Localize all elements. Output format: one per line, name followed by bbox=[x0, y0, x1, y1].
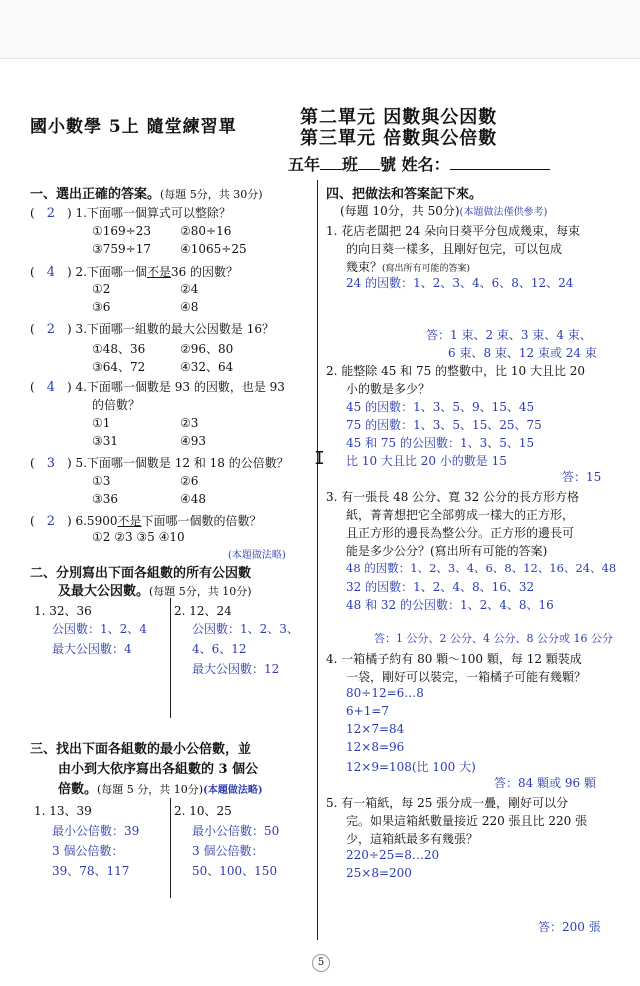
answer-3: 2 bbox=[46, 322, 55, 337]
class-name-line bbox=[288, 152, 550, 175]
section-4-title: 四、把做法和答案記下來。 bbox=[326, 187, 483, 202]
grade-label: 五年 bbox=[288, 155, 321, 174]
option: ①169÷23 bbox=[92, 224, 151, 238]
option: ①2 bbox=[92, 282, 111, 296]
viewer-top-bar bbox=[0, 0, 640, 59]
problem-1-work: 24 的因數：1、2、3、4、6、8、12、24 bbox=[346, 276, 574, 290]
answer-5: 3 bbox=[46, 456, 55, 471]
unit-3-title: 第三單元 倍數與公倍數 bbox=[300, 128, 498, 149]
problem-3-answer: 答：1 公分、2 公分、4 公分、8 公分或 16 公分 bbox=[374, 632, 613, 645]
s3-q1-answer: 39、78、117 bbox=[52, 864, 130, 878]
s2-q2-answer: 最大公因數：12 bbox=[192, 662, 280, 676]
option: ③36 bbox=[92, 492, 119, 506]
s2-q1-answer: 公因數：1、2、4 bbox=[52, 622, 147, 636]
problem-3-work: 48 和 32 的公因數：1、2、4、8、16 bbox=[346, 598, 554, 612]
section-2-title-2: 及最大公因數。(每題 5分，共 10分) bbox=[58, 584, 252, 599]
option: ③6 bbox=[92, 300, 111, 314]
s3-q1-label: 1. 13、39 bbox=[34, 804, 92, 818]
s3-q1-answer: 最小公倍數：39 bbox=[52, 824, 140, 838]
option: ④93 bbox=[180, 434, 207, 448]
problem-2-text: 2. 能整除 45 和 75 的整數中，比 10 大且比 20 bbox=[326, 364, 586, 378]
problem-3-text: 3. 有一張長 48 公分、寬 32 公分的長方形方格 bbox=[326, 490, 580, 504]
option: ①1 bbox=[92, 416, 111, 430]
s3-q2-answer: 50、100、150 bbox=[192, 864, 278, 878]
problem-1-answer: 答：1 束、2 束、3 束、4 束、 bbox=[426, 328, 592, 342]
problem-5-work: 220÷25=8…20 bbox=[346, 848, 440, 862]
option: ④32、64 bbox=[180, 360, 234, 374]
problem-3-text: 且正方形的邊長為整公分。正方形的邊長可 bbox=[346, 526, 575, 540]
mc-question-2: ( 4 ) 2.下面哪一個不是36 的因數？ bbox=[30, 265, 239, 280]
option: ②3 bbox=[180, 416, 199, 430]
section-4-points: (每題 10分，共 50分)(本題做法僅供參考) bbox=[340, 204, 548, 218]
mc-question-3: ( 2 ) 3.下面哪一組數的最大公因數是 16？ bbox=[30, 322, 275, 337]
problem-3-text: 紙，菁菁想把它全部剪成一樣大的正方形， bbox=[346, 508, 575, 522]
problem-4-work: 12×8=96 bbox=[346, 740, 405, 754]
problem-2-work: 比 10 大且比 20 小的數是 15 bbox=[346, 454, 507, 468]
mc-question-6: ( 2 ) 6.5900不是下面哪一個數的倍數？ bbox=[30, 514, 262, 529]
s2-q1-label: 1. 32、36 bbox=[34, 604, 92, 618]
problem-1-text: 幾束？(寫出所有可能的答案) bbox=[346, 260, 471, 274]
problem-1-text: 的向日葵一樣多，且剛好包完，可以包成 bbox=[346, 242, 563, 256]
option: ③31 bbox=[92, 434, 119, 448]
s2-q2-label: 2. 12、24 bbox=[174, 604, 232, 618]
problem-4-work: 12×7=84 bbox=[346, 722, 405, 736]
mc-question-4: ( 4 ) 4.下面哪一個數是 93 的因數，也是 93 bbox=[30, 380, 285, 395]
problem-4-work: 80÷12=6…8 bbox=[346, 686, 424, 700]
s3-q2-answer: 3 個公倍數： bbox=[192, 844, 264, 858]
name-blank bbox=[450, 155, 550, 170]
problem-2-answer: 答：15 bbox=[562, 470, 602, 484]
problem-4-answer: 答：84 顆或 96 顆 bbox=[494, 776, 596, 790]
method-note: (本題做法略) bbox=[228, 550, 286, 561]
option: ④8 bbox=[180, 300, 199, 314]
subgrid-divider bbox=[170, 798, 171, 898]
problem-1-text: 1. 花店老闆把 24 朵向日葵平分包成幾束，每束 bbox=[326, 224, 581, 238]
mc-question-1: ( 2 ) 1.下面哪一個算式可以整除？ bbox=[30, 206, 231, 221]
option: ②4 bbox=[180, 282, 199, 296]
class-blank bbox=[320, 155, 342, 170]
problem-3-text: 能是多少公分？(寫出所有可能的答案) bbox=[346, 544, 548, 558]
question-line: 的倍數？ bbox=[92, 398, 141, 412]
number-name-label: 號 姓名： bbox=[380, 155, 450, 174]
option: ②6 bbox=[180, 474, 199, 488]
problem-5-answer: 答：200 張 bbox=[538, 920, 601, 934]
number-blank bbox=[358, 155, 380, 170]
unit-2-title: 第二單元 因數與公因數 bbox=[300, 107, 498, 128]
answer-6: 2 bbox=[46, 514, 55, 529]
s2-q2-answer: 4、6、12 bbox=[192, 642, 247, 656]
problem-4-work: 6+1=7 bbox=[346, 704, 390, 718]
option: ④1065÷25 bbox=[180, 242, 247, 256]
s3-q1-answer: 3 個公倍數： bbox=[52, 844, 124, 858]
answer-1: 2 bbox=[46, 206, 55, 221]
problem-5-text: 完。如果這箱紙數量接近 220 張且比 220 張 bbox=[346, 814, 588, 828]
problem-3-work: 32 的因數：1、2、4、8、16、32 bbox=[346, 580, 535, 594]
problem-2-work: 45 的因數：1、3、5、9、15、45 bbox=[346, 400, 535, 414]
page-number: 5 bbox=[312, 954, 330, 972]
problem-4-text: 4. 一箱橘子約有 80 顆～100 顆，每 12 顆裝成 bbox=[326, 652, 582, 666]
s3-q2-label: 2. 10、25 bbox=[174, 804, 232, 818]
section-2-title: 二、分別寫出下面各組數的所有公因數 bbox=[30, 566, 252, 581]
problem-2-work: 75 的因數：1、3、5、15、25、75 bbox=[346, 418, 542, 432]
section-3-title: 三、找出下面各組數的最小公倍數，並 bbox=[30, 742, 252, 757]
mc-question-5: ( 3 ) 5.下面哪一個數是 12 和 18 的公倍數？ bbox=[30, 456, 289, 471]
class-label: 班 bbox=[342, 155, 359, 174]
problem-4-work: 12×9=108(比 100 大) bbox=[346, 760, 476, 774]
s3-q2-answer: 最小公倍數：50 bbox=[192, 824, 280, 838]
problem-2-text: 小的數是多少？ bbox=[346, 382, 431, 396]
option: ③64、72 bbox=[92, 360, 146, 374]
text-cursor-icon: I bbox=[314, 448, 325, 469]
problem-3-work: 48 的因數：1、2、3、4、6、8、12、16、24、48 bbox=[346, 561, 617, 575]
option: ②80÷16 bbox=[180, 224, 232, 238]
option: ①48、36 bbox=[92, 342, 146, 356]
section-1-title: 一、選出正確的答案。(每題 5分，共 30分) bbox=[30, 187, 263, 202]
problem-5-text: 少，這箱紙最多有幾張？ bbox=[346, 832, 479, 846]
subgrid-divider bbox=[170, 598, 171, 718]
s2-q1-answer: 最大公因數：4 bbox=[52, 642, 132, 656]
answer-2: 4 bbox=[46, 265, 55, 280]
option: ①3 bbox=[92, 474, 111, 488]
problem-1-answer: 6 束、8 束、12 束或 24 束 bbox=[448, 346, 597, 360]
option: ③759÷17 bbox=[92, 242, 151, 256]
section-3-title-3: 倍數。(每題 5 分，共 10分)(本題做法略) bbox=[58, 782, 263, 797]
worksheet-title: 國小數學 5上 隨堂練習單 bbox=[30, 117, 237, 137]
section-3-title-2: 由小到大依序寫出各組數的 3 個公 bbox=[58, 762, 259, 777]
problem-4-text: 一袋，剛好可以裝完，一箱橘子可能有幾顆？ bbox=[346, 670, 587, 684]
column-divider bbox=[317, 180, 318, 940]
option: ④48 bbox=[180, 492, 207, 506]
problem-5-text: 5. 有一箱紙，每 25 張分成一疊，剛好可以分 bbox=[326, 796, 569, 810]
answer-4: 4 bbox=[46, 380, 55, 395]
problem-2-work: 45 和 75 的公因數：1、3、5、15 bbox=[346, 436, 535, 450]
problem-5-work: 25×8=200 bbox=[346, 866, 412, 880]
option: ②96、80 bbox=[180, 342, 234, 356]
s2-q2-answer: 公因數：1、2、3、 bbox=[192, 622, 299, 636]
option-row: ①2 ②3 ③5 ④10 bbox=[92, 530, 185, 544]
